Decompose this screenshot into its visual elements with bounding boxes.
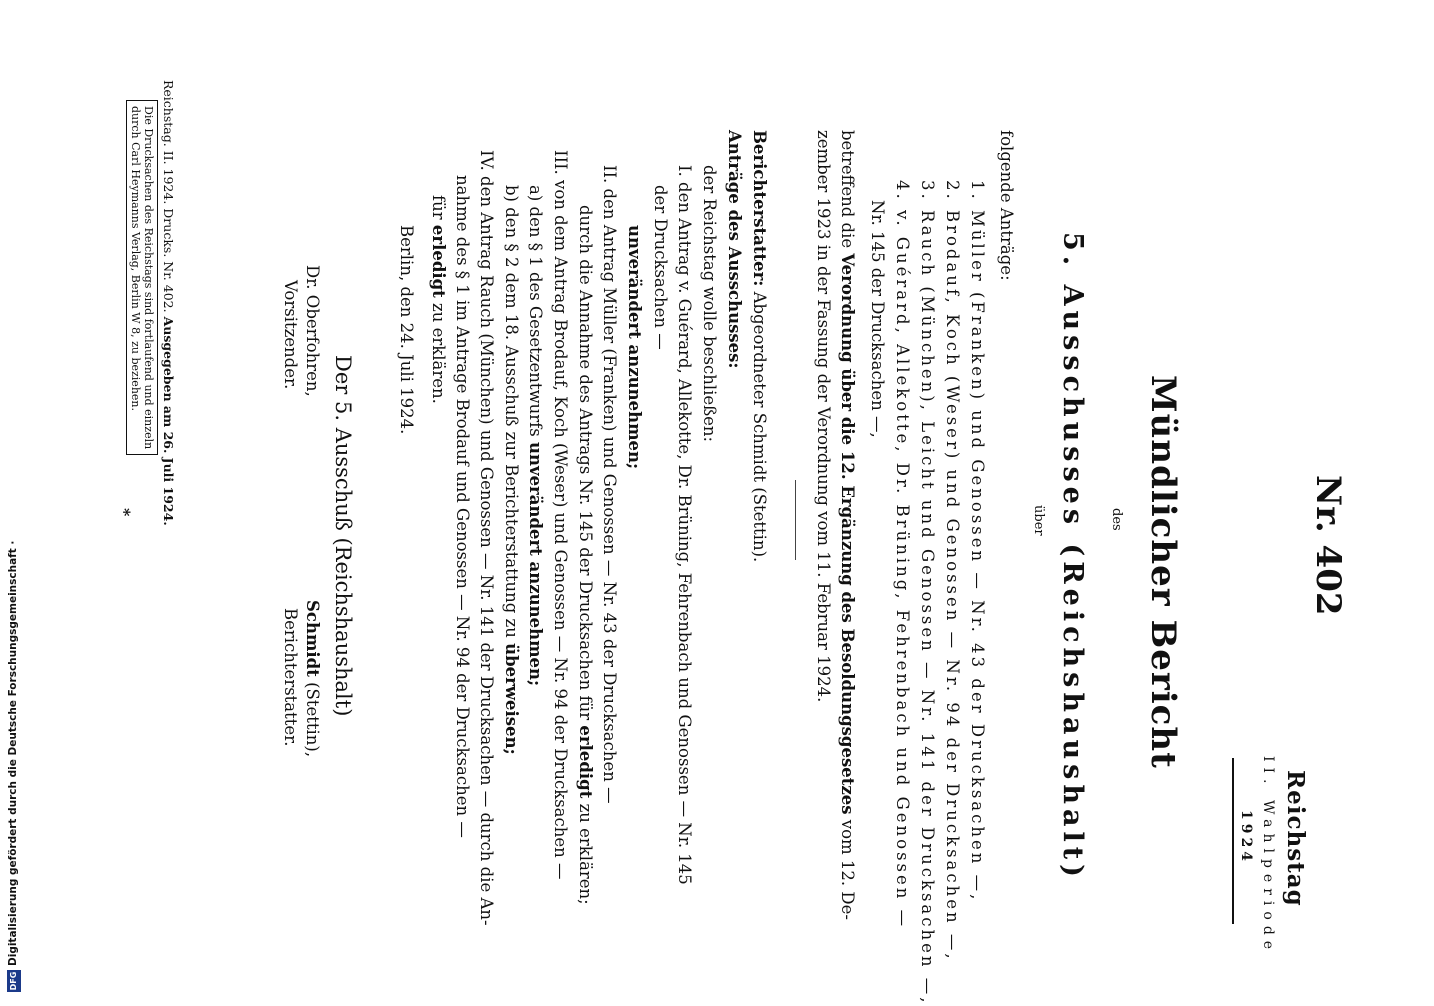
credit-text: Digitalisierung gefördert durch die Deutsche Forschungsgemeinschaft ·	[7, 540, 19, 966]
proposals-heading: Anträge des Ausschusses:	[725, 130, 744, 369]
proposal-iv-cont: nahme des § 1 im Antrage Brodauf und Genossen — Nr. 94 der Drucksachen —	[453, 175, 472, 838]
reporter-name: Abgeordneter Schmidt (Stettin).	[750, 286, 769, 563]
concerning-date: vom 12. De-	[838, 814, 857, 920]
title-ueber: über	[1031, 505, 1046, 536]
concerning-text: betreffend die	[838, 130, 857, 254]
header-reichstag: Reichstag	[1282, 770, 1309, 907]
signing-committee: Der 5. Ausschuß (Reichshaushalt)	[331, 355, 355, 717]
footer-asterisk: *	[115, 508, 134, 517]
reporter-line	[748, 130, 769, 562]
document-number: Nr. 402	[1308, 475, 1348, 616]
reporter-label: Berichterstatter:	[750, 130, 769, 287]
proposal-i-cont: der Drucksachen —	[651, 185, 670, 350]
reporter-role: Berichterstatter.	[281, 608, 300, 747]
proposal-iv-cont2: für erledigt zu erklären.	[429, 195, 448, 404]
header-rule	[1232, 758, 1234, 924]
report-title: Mündlicher Bericht	[1143, 375, 1183, 769]
proposal-iii-a: a) den § 1 des Gesetzentwurfs unverändert anzunehmen;	[526, 185, 545, 687]
chair-name: Dr. Oberfohren,	[303, 265, 322, 397]
intro-text: folgende Anträge:	[997, 130, 1016, 281]
concerning-ordinance: Verordnung über die 12. Ergänzung des Besoldungsgesetzes	[838, 253, 857, 815]
committee-title: 5. Ausschusses (Reichshaushalt)	[1057, 232, 1088, 882]
divider	[795, 480, 796, 560]
concerning-line2: zember 1923 in der Fassung der Verordnung vom 11. Februar 1924.	[814, 130, 833, 703]
proposal-i: I. den Antrag v. Guérard, Allekotte, Dr. Brüning, Fehrenbach und Genossen — Nr. 145	[675, 165, 694, 885]
dfg-logo: DFG	[7, 970, 21, 992]
chair-role: Vorsitzender.	[281, 280, 300, 390]
proposal-iii: III. von dem Antrag Brodauf, Koch (Weser) und Genossen — Nr. 94 der Drucksachen —	[551, 150, 570, 880]
margin-credit	[4, 0, 28, 1000]
proposal-ii: II. den Antrag Müller (Franken) und Genossen — Nr. 43 der Drucksachen —	[600, 165, 619, 804]
motion-item: 3. Rauch (München), Leicht und Genossen — Nr. 141 der Drucksachen —,	[918, 180, 937, 1006]
footer-imprint: Reichstag. II. 1924. Drucks. Nr. 402. Ausgegeben am 26. Juli 1924.	[161, 80, 176, 526]
place-date: Berlin, den 24. Juli 1924.	[397, 225, 416, 435]
header-wahlperiode: II. Wahlperiode	[1260, 756, 1276, 956]
motion-item: Nr. 145 der Drucksachen —,	[868, 200, 887, 438]
reporter-signature: Schmidt (Stettin),	[303, 600, 322, 758]
proposals-intro: der Reichstag wolle beschließen:	[700, 165, 719, 443]
footer-note: Die Drucksachen des Reichstags sind fortlaufend und einzeln durch Carl Heymanns Verlag, Berlin W 8, zu beziehen.	[126, 100, 158, 455]
proposal-ii-cont: durch die Annahme des Antrags Nr. 145 der Drucksachen für erledigt zu erklären;	[576, 205, 595, 905]
motion-item: 4. v. Guérard, Allekotte, Dr. Brüning, Fehrenbach und Genossen —	[893, 180, 912, 930]
concerning-line	[836, 130, 857, 920]
header-year: 1924	[1238, 810, 1254, 865]
proposal-iii-b: b) den § 2 dem 18. Ausschuß zur Berichterstattung zu überweisen;	[502, 185, 521, 755]
title-des: des	[1109, 508, 1124, 531]
motion-item: 2. Brodauf, Koch (Weser) und Genossen — Nr. 94 der Drucksachen —,	[943, 180, 962, 962]
motion-item: 1. Müller (Franken) und Genossen — Nr. 43 der Drucksachen —,	[968, 180, 987, 903]
proposal-i-decision: unverändert anzunehmen;	[625, 225, 644, 470]
proposal-iv: IV. den Antrag Rauch (München) und Genossen — Nr. 141 der Drucksachen — durch die An-	[477, 150, 496, 926]
